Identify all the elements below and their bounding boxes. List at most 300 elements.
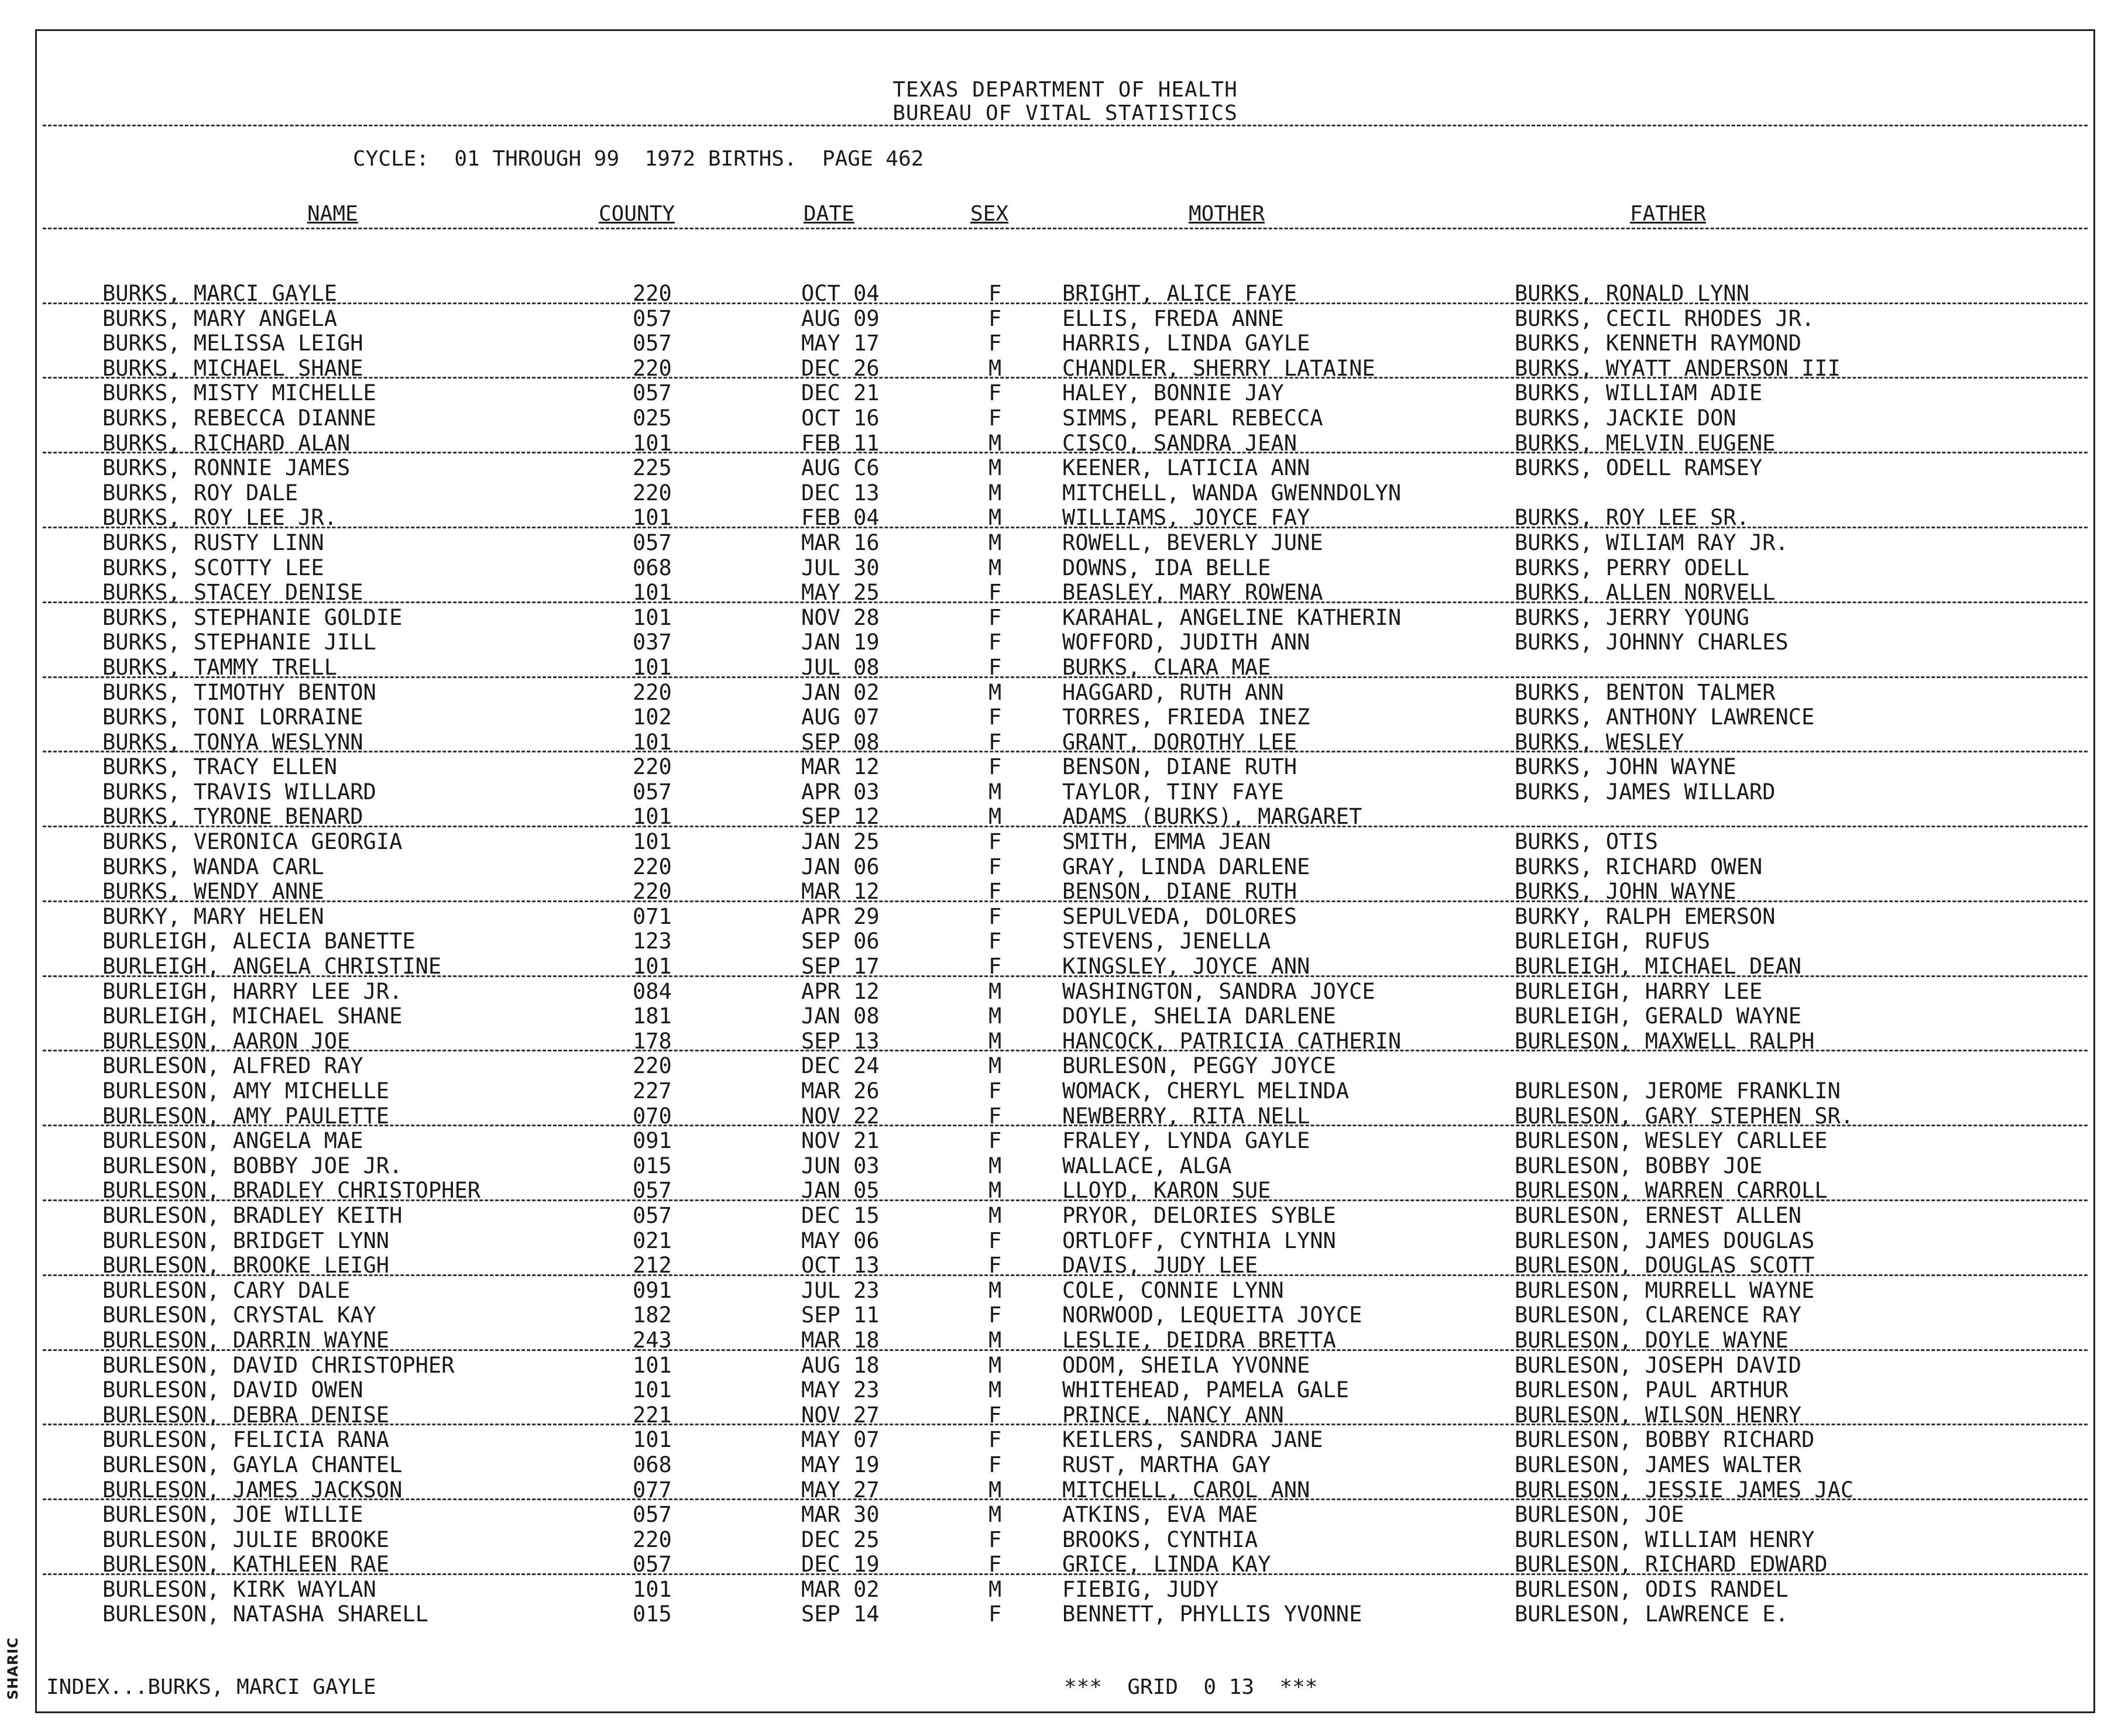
cell-date: NOV 21 [801, 1128, 880, 1154]
cell-county: 057 [633, 530, 672, 555]
cell-sex: M [988, 1576, 1002, 1602]
cell-name: BURKS, TIMOTHY BENTON [102, 679, 376, 705]
cell-sex: M [988, 1153, 1002, 1178]
cell-name: BURKS, MARCI GAYLE [102, 281, 337, 306]
cell-father: BURKS, ALLEN NORVELL [1515, 580, 1776, 606]
table-row [37, 1478, 2093, 1503]
table-row [37, 556, 2093, 581]
table-row [37, 356, 2093, 381]
cell-date: OCT 16 [801, 405, 880, 431]
cell-mother: NORWOOD, LEQUEITA JOYCE [1062, 1302, 1362, 1328]
cell-county: 015 [633, 1153, 672, 1178]
cell-mother: LLOYD, KARON SUE [1062, 1178, 1271, 1204]
cell-sex: F [988, 1427, 1002, 1453]
cell-sex: F [988, 380, 1002, 406]
cell-name: BURKS, VERONICA GEORGIA [102, 829, 403, 855]
cell-sex: F [988, 405, 1002, 431]
cell-name: BURKS, STACEY DENISE [102, 580, 363, 606]
cell-father: BURKS, WYATT ANDERSON III [1515, 355, 1841, 381]
cell-mother: WASHINGTON, SANDRA JOYCE [1062, 978, 1375, 1004]
cell-date: MAY 23 [801, 1377, 880, 1403]
cell-sex: F [988, 1302, 1002, 1328]
cell-name: BURLESON, GAYLA CHANTEL [102, 1452, 403, 1477]
cell-county: 068 [633, 1452, 672, 1477]
cell-father: BURKS, JERRY YOUNG [1515, 604, 1749, 630]
cell-date: AUG 09 [801, 305, 880, 331]
cell-father: BURLESON, CLARENCE RAY [1515, 1302, 1802, 1328]
bureau-title: BUREAU OF VITAL STATISTICS [892, 101, 1238, 125]
cell-name: BURKS, REBECCA DIANNE [102, 405, 376, 431]
cell-father: BURLESON, BOBBY RICHARD [1515, 1427, 1815, 1453]
cell-father: BURLESON, PAUL ARTHUR [1515, 1377, 1789, 1403]
cell-father: BURKS, JOHN WAYNE [1515, 754, 1736, 780]
cell-county: 181 [633, 1003, 672, 1029]
cell-mother: BEASLEY, MARY ROWENA [1062, 580, 1323, 606]
cell-date: MAR 12 [801, 754, 880, 780]
cell-mother: HANCOCK, PATRICIA CATHERIN [1062, 1028, 1402, 1054]
cell-father: BURKS, RICHARD OWEN [1515, 854, 1763, 879]
cell-mother: TORRES, FRIEDA INEZ [1062, 704, 1310, 730]
cell-name: BURLESON, AARON JOE [102, 1028, 351, 1054]
cell-sex: M [988, 480, 1002, 506]
cell-sex: F [988, 903, 1002, 929]
table-row [37, 506, 2093, 531]
cell-date: NOV 22 [801, 1103, 880, 1129]
cell-county: 227 [633, 1078, 672, 1104]
cell-mother: LESLIE, DEIDRA BRETTA [1062, 1327, 1336, 1353]
cell-county: 057 [633, 779, 672, 805]
cell-sex: F [988, 1527, 1002, 1552]
cell-father: BURKS, JAMES WILLARD [1515, 779, 1776, 805]
cell-mother: BENSON, DIANE RUTH [1062, 754, 1297, 780]
cell-name: BURLESON, DARRIN WAYNE [102, 1327, 390, 1353]
index-footer: INDEX...BURKS, MARCI GAYLE [46, 1675, 376, 1699]
cell-name: BURLESON, CRYSTAL KAY [102, 1302, 376, 1328]
cell-mother: GRICE, LINDA KAY [1062, 1552, 1271, 1577]
cell-mother: MITCHELL, WANDA GWENNDOLYN [1062, 480, 1402, 506]
table-row [37, 1229, 2093, 1254]
cell-county: 243 [633, 1327, 672, 1353]
table-row [37, 1428, 2093, 1453]
cell-county: 102 [633, 704, 672, 730]
cell-date: APR 03 [801, 779, 880, 805]
cell-county: 101 [633, 729, 672, 755]
cell-sex: F [988, 331, 1002, 356]
cell-county: 212 [633, 1253, 672, 1278]
cell-sex: F [988, 1601, 1002, 1627]
cell-sex: M [988, 1377, 1002, 1403]
cell-mother: PRYOR, DELORIES SYBLE [1062, 1202, 1336, 1228]
cell-father: BURLESON, DOUGLAS SCOTT [1515, 1253, 1815, 1278]
cell-mother: MITCHELL, CAROL ANN [1062, 1477, 1310, 1503]
column-header-name: NAME [307, 202, 358, 226]
cell-mother: CHANDLER, SHERRY LATAINE [1062, 355, 1375, 381]
cell-sex: M [988, 1277, 1002, 1303]
cell-date: MAR 26 [801, 1078, 880, 1104]
cell-date: MAR 30 [801, 1502, 880, 1528]
cell-name: BURKS, RICHARD ALAN [102, 430, 351, 456]
cell-date: DEC 24 [801, 1053, 880, 1079]
table-row [37, 606, 2093, 631]
cell-mother: BURLESON, PEGGY JOYCE [1062, 1053, 1336, 1079]
cell-name: BURLESON, DAVID OWEN [102, 1377, 363, 1403]
cell-county: 091 [633, 1277, 672, 1303]
cell-sex: F [988, 630, 1002, 655]
cell-county: 220 [633, 854, 672, 879]
cell-sex: M [988, 1053, 1002, 1079]
cell-name: BURLESON, DEBRA DENISE [102, 1402, 390, 1428]
cell-county: 091 [633, 1128, 672, 1154]
cell-county: 101 [633, 954, 672, 979]
table-row [37, 431, 2093, 456]
cell-mother: BROOKS, CYNTHIA [1062, 1527, 1258, 1552]
table-row [37, 1278, 2093, 1304]
column-header-father: FATHER [1630, 202, 1707, 226]
table-row [37, 1602, 2093, 1627]
cell-county: 220 [633, 281, 672, 306]
cell-father: BURLESON, BOBBY JOE [1515, 1153, 1763, 1178]
table-row [37, 1378, 2093, 1403]
cell-date: JAN 19 [801, 630, 880, 655]
cell-father: BURLESON, WILLIAM HENRY [1515, 1527, 1815, 1552]
cell-date: NOV 27 [801, 1402, 880, 1428]
cell-sex: F [988, 954, 1002, 979]
cell-sex: M [988, 978, 1002, 1004]
cell-mother: KEENER, LATICIA ANN [1062, 455, 1310, 481]
cell-mother: ROWELL, BEVERLY JUNE [1062, 530, 1323, 555]
cell-date: AUG 07 [801, 704, 880, 730]
cell-date: MAY 19 [801, 1452, 880, 1477]
cell-date: APR 29 [801, 903, 880, 929]
cell-mother: BRIGHT, ALICE FAYE [1062, 281, 1297, 306]
table-row [37, 1353, 2093, 1379]
table-row [37, 730, 2093, 755]
cell-county: 057 [633, 1552, 672, 1577]
cell-county: 225 [633, 455, 672, 481]
column-header-rule [43, 228, 2088, 229]
cell-county: 101 [633, 804, 672, 830]
cell-name: BURKS, TRACY ELLEN [102, 754, 337, 780]
cell-name: BURLESON, ANGELA MAE [102, 1128, 363, 1154]
cell-father: BURKS, JOHNNY CHARLES [1515, 630, 1789, 655]
cell-name: BURLESON, BRIDGET LYNN [102, 1228, 390, 1253]
cell-date: OCT 04 [801, 281, 880, 306]
table-row [37, 1129, 2093, 1154]
table-row [37, 630, 2093, 655]
cell-sex: M [988, 355, 1002, 381]
cell-father: BURKS, WILLIAM ADIE [1515, 380, 1763, 406]
cell-sex: F [988, 1128, 1002, 1154]
cell-father: BURLESON, JAMES DOUGLAS [1515, 1228, 1815, 1253]
cell-sex: F [988, 580, 1002, 606]
cell-county: 068 [633, 555, 672, 580]
table-row [37, 855, 2093, 880]
cell-name: BURKS, MICHAEL SHANE [102, 355, 363, 381]
table-row [37, 929, 2093, 954]
cell-county: 101 [633, 1576, 672, 1602]
cell-name: BURKS, WANDA CARL [102, 854, 324, 879]
cell-name: BURKS, ROY LEE JR. [102, 505, 337, 531]
cell-name: BURLESON, ALFRED RAY [102, 1053, 363, 1079]
cell-date: DEC 26 [801, 355, 880, 381]
cell-father: BURLEIGH, MICHAEL DEAN [1515, 954, 1802, 979]
cell-name: BURLEIGH, ALECIA BANETTE [102, 929, 416, 954]
table-row [37, 680, 2093, 706]
cell-father: BURLESON, MAXWELL RALPH [1515, 1028, 1815, 1054]
cell-mother: PRINCE, NANCY ANN [1062, 1402, 1284, 1428]
table-row [37, 1328, 2093, 1353]
cell-name: BURLESON, AMY PAULETTE [102, 1103, 390, 1129]
document-frame [35, 29, 2095, 1713]
cell-date: JAN 08 [801, 1003, 880, 1029]
table-row [37, 1503, 2093, 1528]
table-row [37, 805, 2093, 830]
cell-county: 101 [633, 1377, 672, 1403]
cell-mother: DOWNS, IDA BELLE [1062, 555, 1271, 580]
cell-name: BURLESON, BRADLEY CHRISTOPHER [102, 1178, 481, 1204]
table-row [37, 1004, 2093, 1029]
cell-father: BURKS, JOHN WAYNE [1515, 879, 1736, 905]
cell-sex: M [988, 455, 1002, 481]
cell-sex: F [988, 1253, 1002, 1278]
cell-mother: ADAMS (BURKS), MARGARET [1062, 804, 1362, 830]
cell-sex: M [988, 804, 1002, 830]
cycle-line: CYCLE: 01 THROUGH 99 1972 BIRTHS. PAGE 462 [353, 147, 924, 171]
cell-sex: F [988, 1228, 1002, 1253]
cell-name: BURLEIGH, MICHAEL SHANE [102, 1003, 403, 1029]
table-row [37, 1453, 2093, 1478]
cell-county: 025 [633, 405, 672, 431]
table-row [37, 655, 2093, 680]
cell-mother: DAVIS, JUDY LEE [1062, 1253, 1258, 1278]
cell-sex: M [988, 555, 1002, 580]
cell-father: BURKS, RONALD LYNN [1515, 281, 1749, 306]
cell-sex: F [988, 1103, 1002, 1129]
cell-date: DEC 13 [801, 480, 880, 506]
table-row [37, 381, 2093, 406]
table-row [37, 1079, 2093, 1104]
cell-name: BURKS, MARY ANGELA [102, 305, 337, 331]
cell-date: SEP 13 [801, 1028, 880, 1054]
cell-county: 077 [633, 1477, 672, 1503]
cell-name: BURLESON, AMY MICHELLE [102, 1078, 390, 1104]
cell-sex: F [988, 1078, 1002, 1104]
cell-sex: F [988, 929, 1002, 954]
cell-sex: F [988, 704, 1002, 730]
cell-name: BURKS, TYRONE BENARD [102, 804, 363, 830]
cell-sex: M [988, 1477, 1002, 1503]
cell-name: BURLESON, BRADLEY KEITH [102, 1202, 403, 1228]
cell-mother: ATKINS, EVA MAE [1062, 1502, 1258, 1528]
cell-date: FEB 11 [801, 430, 880, 456]
cell-county: 182 [633, 1302, 672, 1328]
cell-name: BURKS, ROY DALE [102, 480, 298, 506]
cell-father: BURLEIGH, GERALD WAYNE [1515, 1003, 1802, 1029]
cell-mother: HAGGARD, RUTH ANN [1062, 679, 1284, 705]
cell-mother: FRALEY, LYNDA GAYLE [1062, 1128, 1310, 1154]
cell-father: BURKS, ROY LEE SR. [1515, 505, 1749, 531]
cell-date: JAN 02 [801, 679, 880, 705]
cell-father: BURLESON, JEROME FRANKLIN [1515, 1078, 1841, 1104]
cell-father: BURKS, WESLEY [1515, 729, 1684, 755]
table-row [37, 580, 2093, 606]
cell-mother: KINGSLEY, JOYCE ANN [1062, 954, 1310, 979]
cell-father: BURLESON, DOYLE WAYNE [1515, 1327, 1789, 1353]
cell-date: DEC 25 [801, 1527, 880, 1552]
table-row [37, 1403, 2093, 1428]
cell-date: AUG C6 [801, 455, 880, 481]
cell-date: DEC 21 [801, 380, 880, 406]
cell-mother: WOFFORD, JUDITH ANN [1062, 630, 1310, 655]
cell-sex: F [988, 604, 1002, 630]
table-row [37, 1253, 2093, 1278]
cell-mother: FIEBIG, JUDY [1062, 1576, 1219, 1602]
cell-father: BURKS, WILIAM RAY JR. [1515, 530, 1789, 555]
cell-name: BURLESON, FELICIA RANA [102, 1427, 390, 1453]
table-row [37, 780, 2093, 805]
cell-date: MAY 25 [801, 580, 880, 606]
cell-mother: WHITEHEAD, PAMELA GALE [1062, 1377, 1350, 1403]
table-row [37, 1303, 2093, 1328]
cell-mother: STEVENS, JENELLA [1062, 929, 1271, 954]
cell-county: 057 [633, 1502, 672, 1528]
cell-date: JUN 03 [801, 1153, 880, 1178]
cell-sex: F [988, 829, 1002, 855]
table-row [37, 1178, 2093, 1204]
cell-county: 057 [633, 380, 672, 406]
table-row [37, 830, 2093, 855]
cell-mother: WILLIAMS, JOYCE FAY [1062, 505, 1310, 531]
cell-name: BURLESON, BROOKE LEIGH [102, 1253, 390, 1278]
cell-name: BURKY, MARY HELEN [102, 903, 324, 929]
cell-father: BURLESON, ODIS RANDEL [1515, 1576, 1789, 1602]
cell-date: SEP 12 [801, 804, 880, 830]
cell-father: BURKS, BENTON TALMER [1515, 679, 1776, 705]
cell-county: 021 [633, 1228, 672, 1253]
cell-sex: M [988, 1327, 1002, 1353]
cell-sex: F [988, 879, 1002, 905]
cell-county: 071 [633, 903, 672, 929]
cell-father: BURLESON, ERNEST ALLEN [1515, 1202, 1802, 1228]
cell-date: DEC 15 [801, 1202, 880, 1228]
cell-date: MAR 02 [801, 1576, 880, 1602]
cell-father: BURKS, CECIL RHODES JR. [1515, 305, 1815, 331]
cell-county: 221 [633, 1402, 672, 1428]
cell-county: 057 [633, 1178, 672, 1204]
cell-sex: M [988, 1178, 1002, 1204]
cell-county: 101 [633, 580, 672, 606]
cell-sex: M [988, 779, 1002, 805]
cell-sex: F [988, 281, 1002, 306]
table-row [37, 331, 2093, 356]
cell-county: 101 [633, 1427, 672, 1453]
cell-county: 084 [633, 978, 672, 1004]
cell-date: JAN 05 [801, 1178, 880, 1204]
table-row [37, 905, 2093, 930]
cell-name: BURKS, TONI LORRAINE [102, 704, 363, 730]
cell-father: BURKS, OTIS [1515, 829, 1659, 855]
cell-sex: F [988, 729, 1002, 755]
cell-county: 220 [633, 879, 672, 905]
cell-father: BURKS, JACKIE DON [1515, 405, 1736, 431]
cell-county: 220 [633, 480, 672, 506]
cell-mother: RUST, MARTHA GAY [1062, 1452, 1271, 1477]
cell-father: BURKS, ANTHONY LAWRENCE [1515, 704, 1815, 730]
cell-county: 220 [633, 1527, 672, 1552]
cell-date: SEP 06 [801, 929, 880, 954]
cell-father: BURKY, RALPH EMERSON [1515, 903, 1776, 929]
cell-date: APR 12 [801, 978, 880, 1004]
cell-mother: COLE, CONNIE LYNN [1062, 1277, 1284, 1303]
column-header-mother: MOTHER [1189, 202, 1265, 226]
cell-date: FEB 04 [801, 505, 880, 531]
cell-date: SEP 08 [801, 729, 880, 755]
cell-mother: ODOM, SHEILA YVONNE [1062, 1352, 1310, 1378]
table-row [37, 1054, 2093, 1079]
cell-name: BURKS, TRAVIS WILLARD [102, 779, 376, 805]
cell-name: BURLESON, KATHLEEN RAE [102, 1552, 390, 1577]
cell-county: 220 [633, 679, 672, 705]
cell-father: BURLESON, WILSON HENRY [1515, 1402, 1802, 1428]
table-row [37, 531, 2093, 556]
table-row [37, 1528, 2093, 1553]
cell-father: BURLESON, LAWRENCE E. [1515, 1601, 1789, 1627]
cell-date: SEP 17 [801, 954, 880, 979]
cell-date: JAN 06 [801, 854, 880, 879]
cell-mother: WALLACE, ALGA [1062, 1153, 1232, 1178]
cell-date: MAR 18 [801, 1327, 880, 1353]
cell-father: BURLESON, MURRELL WAYNE [1515, 1277, 1815, 1303]
cell-county: 101 [633, 654, 672, 680]
cell-sex: M [988, 530, 1002, 555]
cell-sex: F [988, 305, 1002, 331]
cell-date: MAR 16 [801, 530, 880, 555]
cell-date: MAY 27 [801, 1477, 880, 1503]
cell-mother: TAYLOR, TINY FAYE [1062, 779, 1284, 805]
cell-date: MAR 12 [801, 879, 880, 905]
cell-county: 057 [633, 331, 672, 356]
table-row [37, 481, 2093, 506]
column-header-county: COUNTY [599, 202, 675, 226]
cell-sex: M [988, 679, 1002, 705]
cell-father: BURLESON, GARY STEPHEN SR. [1515, 1103, 1854, 1129]
cell-date: JUL 30 [801, 555, 880, 580]
cell-date: SEP 11 [801, 1302, 880, 1328]
cell-father: BURLESON, JESSIE JAMES JAC [1515, 1477, 1854, 1503]
cell-name: BURKS, RUSTY LINN [102, 530, 324, 555]
cell-mother: GRAY, LINDA DARLENE [1062, 854, 1310, 879]
table-row [37, 954, 2093, 979]
cell-name: BURKS, STEPHANIE GOLDIE [102, 604, 403, 630]
cell-date: MAY 17 [801, 331, 880, 356]
cell-mother: BENSON, DIANE RUTH [1062, 879, 1297, 905]
header-rule [43, 125, 2088, 126]
table-row [37, 456, 2093, 481]
column-header-date: DATE [804, 202, 854, 226]
cell-father: BURLESON, JAMES WALTER [1515, 1452, 1802, 1477]
cell-mother: CISCO, SANDRA JEAN [1062, 430, 1297, 456]
cell-county: 101 [633, 505, 672, 531]
records-table [37, 281, 2093, 1627]
cell-mother: KARAHAL, ANGELINE KATHERIN [1062, 604, 1402, 630]
cell-county: 015 [633, 1601, 672, 1627]
cell-name: BURLESON, JOE WILLIE [102, 1502, 363, 1528]
cell-mother: BENNETT, PHYLLIS YVONNE [1062, 1601, 1362, 1627]
table-row [37, 705, 2093, 730]
cell-father: BURLEIGH, HARRY LEE [1515, 978, 1763, 1004]
cell-sex: M [988, 1202, 1002, 1228]
cell-county: 220 [633, 1053, 672, 1079]
